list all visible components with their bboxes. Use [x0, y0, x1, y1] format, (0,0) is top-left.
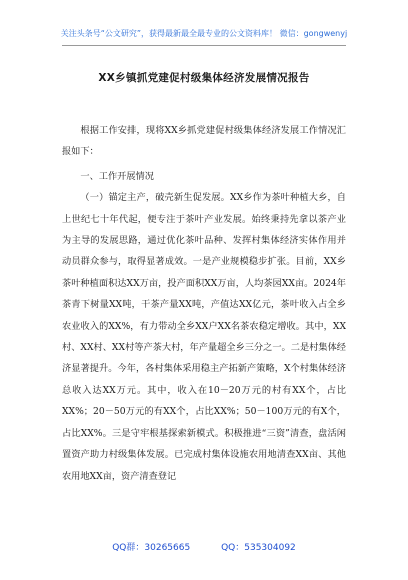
promo-header: 关注头条号“公文研究”，获得最新最全最专业的公文资料库！ 微信：gongwenyj	[60, 29, 348, 38]
intro-paragraph: 根据工作安排，现将XX乡抓党建促村级集体经济发展工作情况汇报如下：	[62, 125, 346, 158]
contact-footer	[0, 540, 408, 553]
header-divider	[62, 45, 346, 46]
document-title: XX乡镇抓党建促村级集体经济发展情况报告	[98, 72, 310, 84]
qq-number: QQ：535304092	[221, 543, 296, 553]
document-body	[62, 120, 346, 487]
body-paragraph: （一）锚定主产，破壳新生促发展。XX乡作为茶叶种植大乡，自上世纪七十年代起，便专注于茶叶产业发展。始终秉持先拿以茶产业为主导的发展思路，通过优化茶叶品种、发挥村集体经济实体作用并动员群众参与，取得显著成效。一是产业规模稳步扩张。目前，XX乡茶叶种植面积达XX万亩，投产面积XX万亩，人均茶园XX亩。2024年茶青下树量XX吨，干茶产量XX吨，产值达XX亿元，茶叶收入占全乡农业收入的XX%，有力带动全乡XX户XX名茶农稳定增收。其中，XX村、XX村、XX村等产茶大村，年产量超全乡三分之一。二是村集体经济显著提升。今年，各村集体采用稳主产拓新产策略，X个村集体经济总收入达XX万元。其中，收入在10－20万元的村有XX个，占比XX%；20－50万元的有XX个，占比XX%；50－100万元的有X个，占比XX%。三是守牢根基探索新模式。积极推进“三资”清查，盘活闲置资产助力村级集体发展。已完成村集体设施农用地清查XX亩、其他农用地XX亩，资产清查登记	[62, 192, 346, 482]
section-heading: 一、工作开展情况	[80, 170, 154, 182]
qq-group: QQ群：30265665	[112, 543, 191, 553]
